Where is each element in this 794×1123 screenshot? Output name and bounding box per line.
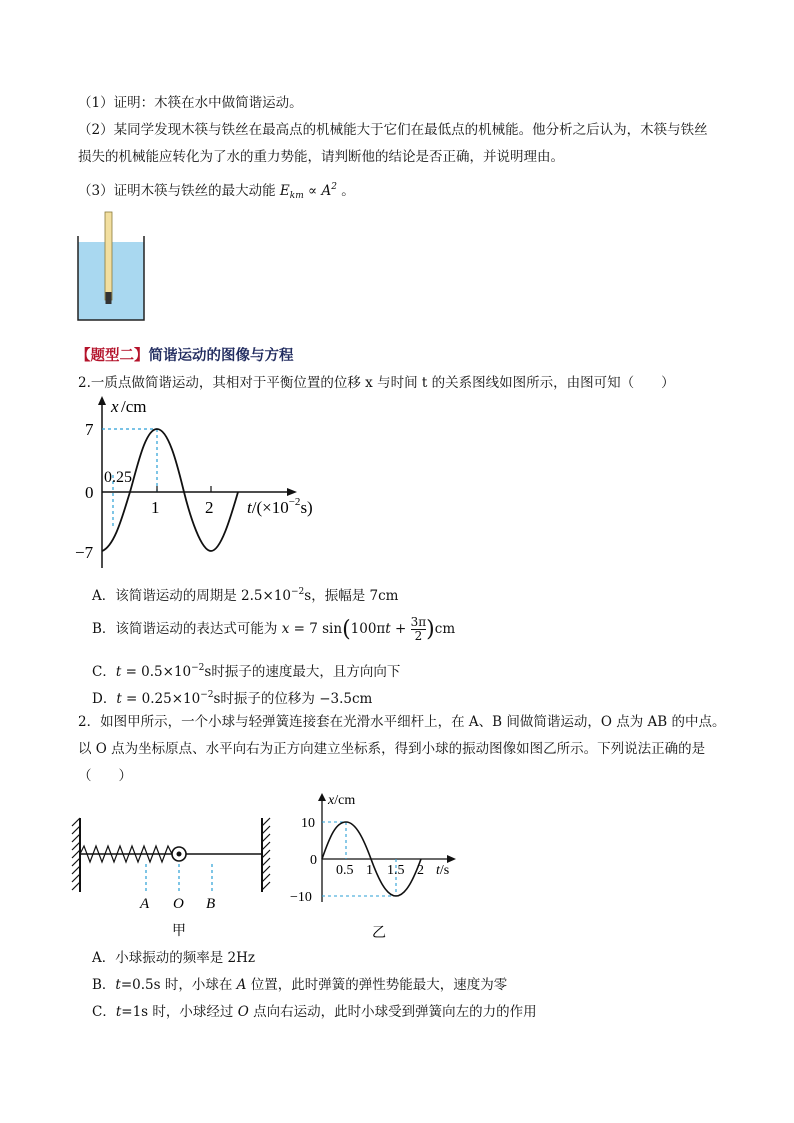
graph2-tick-2: 2 (417, 863, 424, 878)
graph1-curve (102, 429, 238, 551)
q1-part2-line1: （2）某同学发现木筷与铁丝在最高点的机械能大于它们在最低点的机械能。他分析之后认为，木筷与铁丝 (78, 122, 708, 138)
graph1-tick-7: 7 (85, 420, 94, 439)
q2a-option-b[interactable]: B．该简谐运动的表达式可能为 x = 7 sin(100πt + $\frac{3\pi}{2}$ )cm (92, 615, 456, 643)
graph1-y-label: x (111, 397, 119, 416)
fig-yi-caption: 乙 (372, 926, 386, 941)
graph2-y-arrow (318, 793, 326, 801)
q2b-option-a[interactable]: A．小球振动的频率是 2Hz (92, 950, 256, 966)
iron-wire (106, 292, 112, 304)
section-heading-bracket: 【题型二】 (76, 348, 149, 364)
graph1-tick-neg7: −7 (75, 543, 94, 562)
graph1-x-arrow (287, 488, 297, 496)
graph2-tick-10: 10 (301, 816, 315, 831)
graph1-tick-0: 0 (85, 483, 94, 502)
q1-part3 (78, 178, 355, 205)
graph2-tick-neg10: −10 (290, 890, 312, 905)
graph2-x-label: t/s (436, 863, 450, 878)
fig-jia-caption: 甲 (172, 924, 186, 939)
label-b: B (206, 896, 216, 912)
graph1-tick-label-2: 2 (205, 498, 214, 517)
q2a-option-a[interactable]: A．该简谐运动的周期是 $2.5\times 10^{-2}s$，振幅是 7cm (92, 587, 399, 604)
q2a-stem: 2.一质点做简谐运动，其相对于平衡位置的位移 x 与时间 t 的关系图线如图所示，由图可知（ ） (78, 375, 675, 391)
label-a: A (140, 896, 150, 912)
beaker-figure (70, 208, 160, 326)
q2a-option-d[interactable]: D．$t = 0.25\times 10^{-2}s$时振子的位移为 −3.5cm (92, 690, 373, 707)
q1-part3-suffix: 。 (341, 183, 355, 199)
left-wall-hatch (72, 818, 80, 890)
q2b-stem-line1: 2．如图甲所示，一个小球与轻弹簧连接套在光滑水平细杆上，在 A、B 间做简谐运动，O 点为 AB 的中点。 (78, 714, 726, 730)
q1-part3-formula: $E_{km} \propto A^2$ (279, 182, 337, 201)
q1-part1: （1）证明：木筷在水中做简谐运动。 (78, 95, 303, 111)
graph2-y-label: x/cm (328, 793, 356, 808)
q2b-option-c[interactable]: C．t=1s 时，小球经过 O 点向右运动，此时小球受到弹簧向左的力的作用 (92, 1004, 537, 1020)
graph1-tick-label-1: 1 (151, 498, 160, 517)
q2b-option-b[interactable]: B．t=0.5s 时，小球在 A 位置，此时弹簧的弹性势能最大，速度为零 (92, 977, 508, 993)
ball-center (177, 852, 182, 857)
q2a-option-c[interactable]: C．$t = 0.5\times 10^{-2}s$时振子的速度最大，且方向向下 (92, 663, 401, 680)
graph1-tick-025: 0.25 (104, 469, 132, 486)
q2b-stem-line3: （ ） (78, 768, 132, 784)
q2b-stem-line2: 以 O 点为坐标原点、水平向右为正方向建立坐标系，得到小球的振动图像如图乙所示。下列说法正确的是 (78, 741, 706, 757)
spring-ball-figure (68, 816, 278, 944)
q1-part3-prefix: （3）证明木筷与铁丝的最大动能 (78, 183, 276, 199)
section-heading-title: 简谐运动的图像与方程 (148, 348, 294, 364)
graph2-x-arrow (447, 855, 456, 863)
graph2-tick-1: 1 (366, 863, 373, 878)
graph1-y-arrow (98, 396, 106, 405)
vibration-graph (290, 790, 470, 950)
chopstick (105, 212, 112, 300)
label-o: O (173, 896, 184, 912)
graph2-tick-15: 1.5 (387, 863, 405, 878)
section-heading (76, 344, 294, 365)
graph2-tick-0: 0 (310, 853, 317, 868)
q1-part2-line2: 损失的机械能应转化为了水的重力势能，请判断他的结论是否正确，并说明理由。 (78, 149, 564, 165)
displacement-time-graph (75, 396, 345, 576)
right-wall-hatch (262, 818, 270, 890)
graph2-tick-05: 0.5 (336, 863, 354, 878)
graph1-y-label-unit: /cm (121, 397, 147, 416)
graph1-x-label: $t/(\times 10^{-2}s)$ (247, 496, 313, 517)
